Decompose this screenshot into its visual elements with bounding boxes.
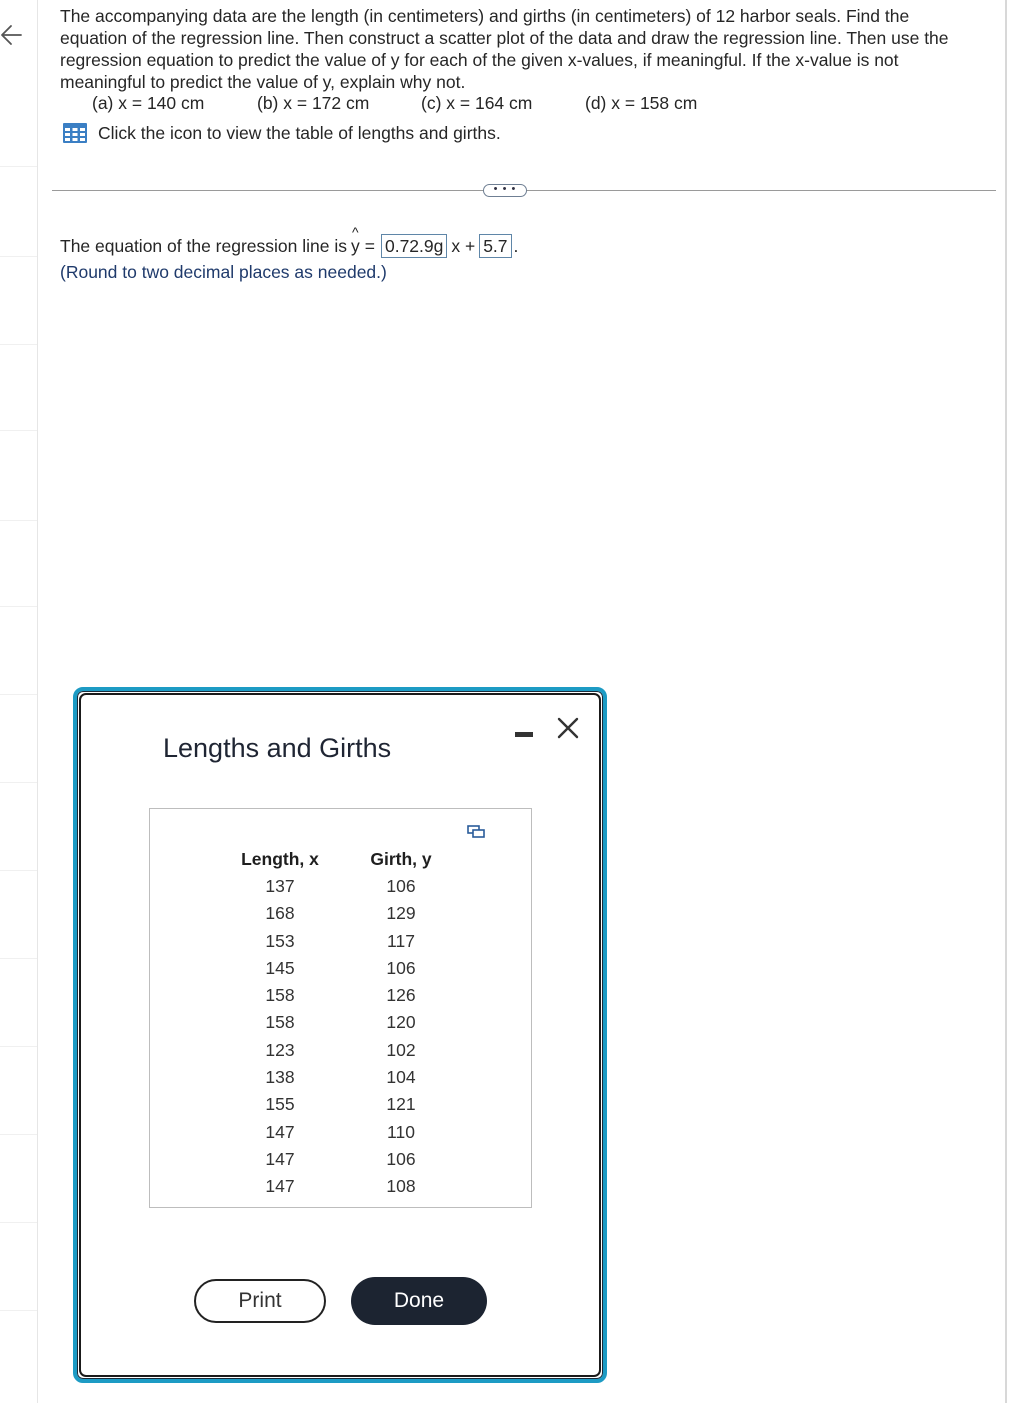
- minimize-icon[interactable]: [514, 726, 534, 742]
- part-a: (a) x = 140 cm: [92, 93, 205, 113]
- question-text: The accompanying data are the length (in centimeters) and girths (in centimeters) of 12 harbor seals. Find the equation of the regression line. Then construct a scatter plot of the data and draw the regression line. Then use the regression equation to predict the value of y for each of the given x-values, if meaningful. If the x-value is not meaningful to predict the value of y, explain why not.: [60, 6, 949, 92]
- girth-cell: 106: [386, 1148, 416, 1169]
- length-cell: 123: [265, 1039, 295, 1060]
- rail-divider: [0, 166, 37, 167]
- girth-cell: 102: [386, 1039, 416, 1060]
- equation-suffix: .: [513, 235, 519, 256]
- girth-cell: 117: [387, 930, 415, 951]
- intercept-input[interactable]: 5.7: [479, 234, 511, 258]
- length-cell: 137: [265, 876, 295, 896]
- length-column: [230, 848, 330, 1203]
- copy-icon[interactable]: [467, 825, 485, 839]
- y-hat: [350, 223, 360, 257]
- length-cell: 138: [265, 1067, 295, 1088]
- girth-cell: 121: [386, 1094, 416, 1115]
- length-header: Length, x: [241, 849, 319, 869]
- length-cell: 155: [265, 1094, 295, 1115]
- done-button[interactable]: Done: [351, 1277, 487, 1325]
- close-icon[interactable]: [555, 715, 581, 741]
- length-cell: 153: [265, 930, 295, 951]
- equation-prefix: The equation of the regression line is: [60, 235, 347, 256]
- back-arrow-icon[interactable]: [0, 22, 24, 48]
- girth-header: Girth, y: [370, 849, 432, 869]
- length-cell: 145: [265, 957, 295, 978]
- length-cell: 158: [265, 985, 295, 1006]
- rail-divider: [0, 694, 37, 695]
- rail-divider: [0, 1046, 37, 1047]
- data-table: [149, 808, 532, 1208]
- table-link[interactable]: [62, 121, 501, 145]
- girth-cell: 129: [386, 903, 416, 924]
- y-variable: y: [350, 235, 360, 256]
- regression-equation: [60, 223, 519, 258]
- hat-symbol: ^: [351, 223, 359, 240]
- length-cell: 147: [265, 1121, 295, 1142]
- equals-sign: =: [364, 235, 375, 256]
- left-rail: [0, 0, 38, 1403]
- table-icon[interactable]: [62, 122, 88, 144]
- rail-divider: [0, 520, 37, 521]
- scrollbar-edge: [1005, 0, 1007, 1403]
- length-cell: 158: [265, 1012, 295, 1033]
- print-button[interactable]: Print: [194, 1279, 326, 1323]
- rail-divider: [0, 782, 37, 783]
- rail-divider: [0, 430, 37, 431]
- length-cell: 168: [265, 903, 295, 924]
- part-d: (d) x = 158 cm: [585, 93, 698, 113]
- girth-cell: 126: [386, 985, 416, 1006]
- rail-divider: [0, 1134, 37, 1135]
- rail-divider: [0, 1310, 37, 1311]
- rounding-note: (Round to two decimal places as needed.): [60, 262, 387, 282]
- rail-divider: [0, 606, 37, 607]
- rail-divider: [0, 958, 37, 959]
- girth-column: [351, 848, 451, 1203]
- length-cell: 147: [265, 1148, 295, 1169]
- modal-title: Lengths and Girths: [163, 733, 392, 763]
- part-b: (b) x = 172 cm: [257, 93, 370, 113]
- rail-divider: [0, 870, 37, 871]
- girth-cell: 104: [386, 1067, 416, 1088]
- rail-divider: [0, 1222, 37, 1223]
- rail-divider: [0, 256, 37, 257]
- more-button[interactable]: • • •: [483, 184, 527, 197]
- girth-cell: 110: [387, 1121, 415, 1142]
- x-plus: x +: [451, 235, 476, 256]
- girth-cell: 106: [386, 876, 416, 896]
- slope-input[interactable]: 0.72.9g: [381, 234, 447, 258]
- girth-cell: 120: [386, 1012, 416, 1033]
- rail-divider: [0, 344, 37, 345]
- girth-cell: 108: [386, 1176, 416, 1197]
- part-c: (c) x = 164 cm: [421, 93, 533, 113]
- table-modal: [73, 687, 607, 1383]
- length-cell: 147: [265, 1176, 295, 1197]
- table-link-text[interactable]: Click the icon to view the table of lengths and girths.: [98, 122, 501, 143]
- girth-cell: 106: [386, 957, 416, 978]
